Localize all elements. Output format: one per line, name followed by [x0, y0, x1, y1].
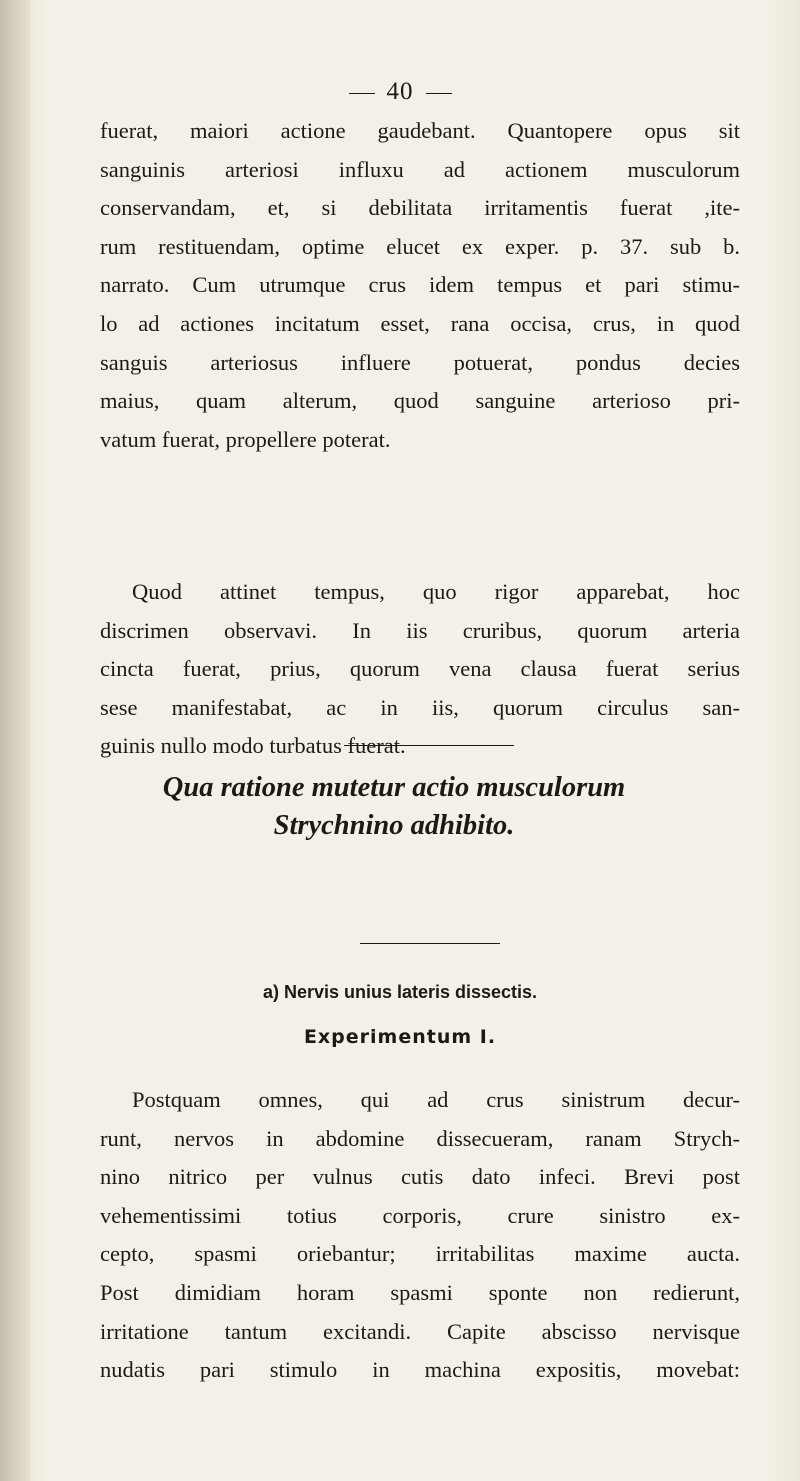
text-line: sanguinis arteriosi influxu ad actionem musculorum	[100, 156, 740, 182]
text-line: fuerat, maiori actione gaudebant. Quantopere opus sit	[100, 118, 740, 143]
page-number-dash-right	[426, 93, 452, 94]
text-line: lo ad actiones incitatum esset, rana occisa, crus, in quod	[100, 310, 740, 336]
text-line: cepto, spasmi oriebantur; irritabilitas maxime aucta.	[100, 1241, 740, 1267]
page-number-dash-left	[349, 93, 375, 94]
text-line: nino nitrico per vulnus cutis dato infeci. Brevi post	[100, 1164, 740, 1190]
text-line: runt, nervos in abdomine dissecueram, ranam Strych-	[100, 1125, 740, 1151]
paragraph-3	[100, 1081, 740, 1390]
text-line: sese manifestabat, ac in iis, quorum circulus san-	[100, 694, 740, 720]
section-heading-line-1: Qua ratione mutetur actio musculorum	[162, 772, 626, 803]
subsection-heading: a) Nervis unius lateris dissectis.	[262, 982, 538, 1002]
experiment-title: Experimentum I.	[303, 1026, 497, 1048]
paragraph-2	[100, 573, 740, 766]
text-line: guinis nullo modo turbatus fuerat.	[100, 733, 406, 759]
text-line: sanguis arteriosus influere potuerat, pondus decies	[100, 349, 740, 375]
section-divider-rule	[344, 745, 514, 746]
text-line: conservandam, et, si debilitata irritamentis fuerat ,ite-	[100, 195, 740, 221]
text-line: Post dimidiam horam spasmi sponte non redierunt,	[100, 1279, 740, 1305]
page-number-text: 40	[386, 78, 414, 105]
paragraph-1	[100, 112, 740, 459]
text-line: Quod attinet tempus, quo rigor apparebat, hoc	[132, 579, 740, 604]
section-heading-line-2: Strychnino adhibito.	[273, 810, 515, 841]
text-line: Postquam omnes, qui ad crus sinistrum decur-	[132, 1087, 740, 1112]
text-line: narrato. Cum utrumque crus idem tempus et pari stimu-	[100, 272, 740, 298]
text-line: discrimen observavi. In iis cruribus, quorum arteria	[100, 617, 740, 643]
page-number	[0, 78, 800, 106]
text-line: maius, quam alterum, quod sanguine arterioso pri-	[100, 388, 740, 414]
text-line: vatum fuerat, propellere poterat.	[100, 426, 391, 452]
text-line: vehementissimi totius corporis, crure sinistro ex-	[100, 1202, 740, 1228]
text-line: cincta fuerat, prius, quorum vena clausa fuerat serius	[100, 656, 740, 682]
book-spine-shadow	[0, 0, 30, 1481]
text-line: nudatis pari stimulo in machina expositis, movebat:	[100, 1357, 740, 1383]
heading-underline-rule	[360, 943, 500, 944]
text-line: irritatione tantum excitandi. Capite abscisso nervisque	[100, 1318, 740, 1344]
text-line: rum restituendam, optime elucet ex exper. p. 37. sub b.	[100, 233, 740, 259]
